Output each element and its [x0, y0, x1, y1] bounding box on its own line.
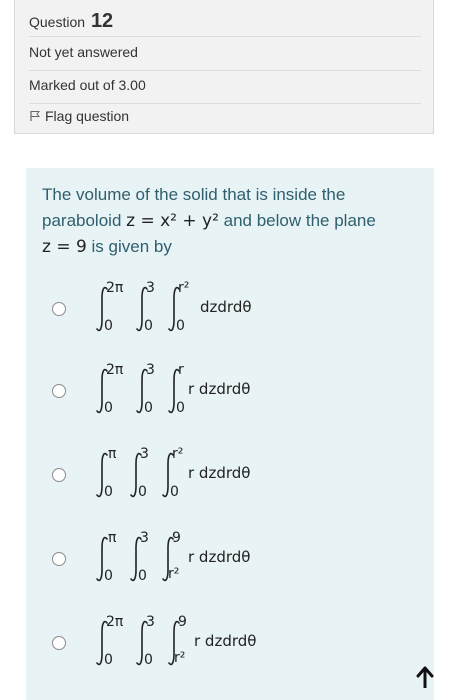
flag-question-label: Flag question	[45, 108, 130, 124]
integrand: dzdrdθ	[200, 298, 252, 316]
answer-option-3[interactable]	[52, 446, 412, 516]
integrand: r dzdrdθ	[194, 632, 257, 650]
answer-option-1[interactable]	[52, 280, 412, 350]
text-fragment: is given by	[86, 237, 172, 256]
divider	[29, 103, 421, 104]
upper-limit: 9	[178, 614, 187, 630]
upper-limit: 3	[146, 614, 155, 630]
upper-limit: 2π	[106, 614, 124, 630]
upper-limit: 2π	[106, 280, 124, 296]
lower-limit: 0	[138, 484, 147, 500]
upper-limit: r²	[172, 446, 184, 462]
math-fragment: z = 9	[42, 237, 87, 257]
question-info-panel	[14, 0, 434, 134]
radio-icon[interactable]	[52, 302, 66, 316]
lower-limit: 0	[104, 318, 113, 334]
upper-limit: r	[178, 362, 184, 378]
question-text	[42, 182, 422, 260]
divider	[29, 70, 421, 71]
lower-limit: 0	[170, 484, 179, 500]
integrand: r dzdrdθ	[188, 380, 251, 398]
question-formulation	[26, 168, 434, 700]
upper-limit: π	[108, 530, 117, 546]
radio-icon[interactable]	[52, 384, 66, 398]
question-text-line: The volume of the solid that is inside the	[42, 185, 346, 204]
upper-limit: π	[108, 446, 117, 462]
question-status: Not yet answered	[29, 44, 138, 60]
text-fragment: and below the plane	[218, 211, 376, 230]
lower-limit: 0	[138, 568, 147, 584]
upper-limit: r²	[178, 280, 190, 296]
lower-limit: r²	[174, 650, 186, 666]
lower-limit: 0	[144, 652, 153, 668]
lower-limit: 0	[176, 318, 185, 334]
flag-question-link[interactable]	[29, 108, 129, 124]
answer-option-4[interactable]	[52, 530, 412, 600]
integrand: r dzdrdθ	[188, 548, 251, 566]
radio-icon[interactable]	[52, 468, 66, 482]
divider	[29, 36, 421, 37]
lower-limit: 0	[104, 400, 113, 416]
radio-icon[interactable]	[52, 636, 66, 650]
lower-limit: 0	[176, 400, 185, 416]
lower-limit: 0	[104, 652, 113, 668]
question-number: 12	[90, 10, 114, 32]
text-fragment: paraboloid	[42, 211, 127, 230]
answer-option-2[interactable]	[52, 362, 412, 432]
flag-icon	[29, 110, 41, 122]
radio-icon[interactable]	[52, 552, 66, 566]
upper-limit: 3	[140, 530, 149, 546]
upper-limit: 3	[146, 280, 155, 296]
question-text-line	[42, 208, 422, 234]
question-title	[29, 10, 113, 33]
lower-limit: 0	[104, 484, 113, 500]
arrow-up-icon[interactable]	[416, 666, 434, 688]
math-fragment: z = x² + y²	[126, 211, 219, 231]
lower-limit: 0	[104, 568, 113, 584]
upper-limit: 9	[172, 530, 181, 546]
lower-limit: r²	[168, 566, 180, 582]
question-text-line	[42, 234, 422, 260]
integrand: r dzdrdθ	[188, 464, 251, 482]
upper-limit: 3	[146, 362, 155, 378]
lower-limit: 0	[144, 400, 153, 416]
upper-limit: 3	[140, 446, 149, 462]
lower-limit: 0	[144, 318, 153, 334]
question-label: Question	[29, 14, 86, 30]
upper-limit: 2π	[106, 362, 124, 378]
answer-option-5[interactable]	[52, 614, 412, 684]
question-marks: Marked out of 3.00	[29, 77, 146, 93]
